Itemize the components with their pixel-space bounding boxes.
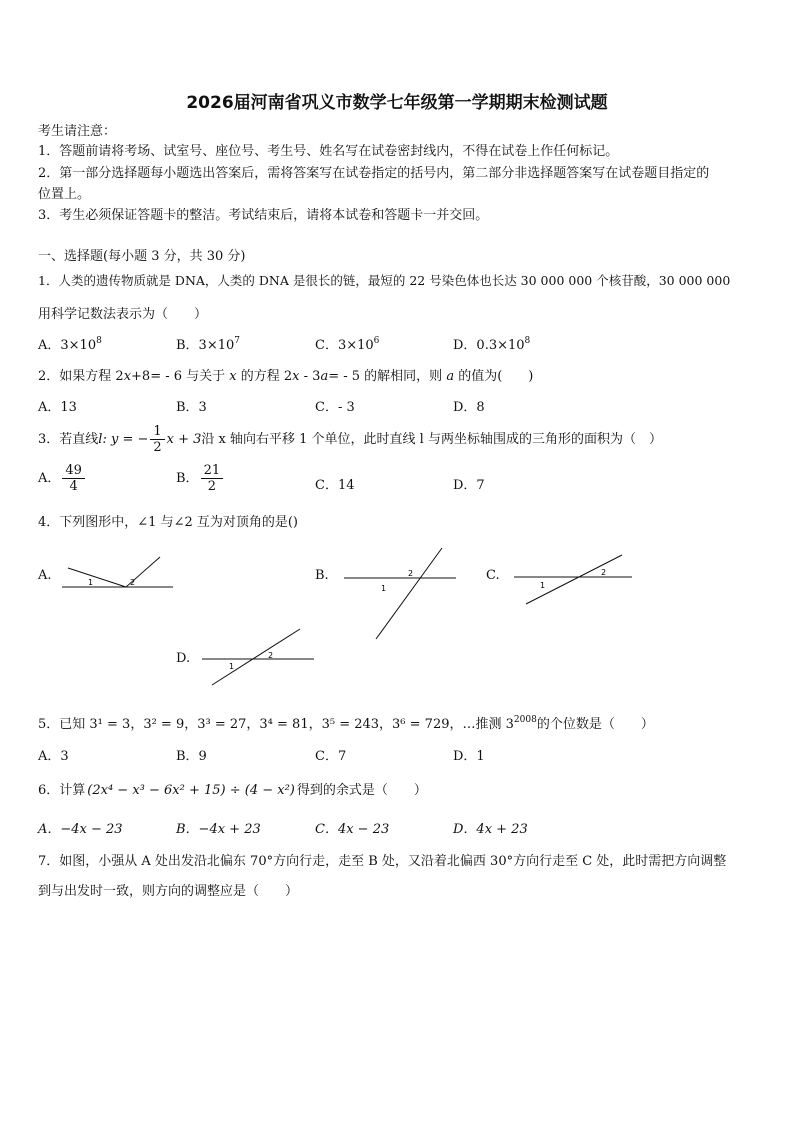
q2-option-b: B．3 [176,400,207,415]
question-6: 6．计算 (2x⁴ − x³ − 6x² + 15) ÷ (4 − x²) 得到的余式是（ ） [38,783,427,798]
q3-fraction: $\frac{1}{2}$ [150,424,164,455]
question-5: 5．已知 3¹ = 3，3² = 9，3³ = 27，3⁴ = 81，3⁵ = 243，3⁶ = 729，…推测 $3^{2008}$的个位数是（ ） [38,715,654,732]
fig-b-angle-1: 1 [381,584,387,593]
q3-option-b: B． $\frac{21}{2}$ [176,463,225,494]
q6-option-d: D．4x + 23 [453,822,528,837]
q6-option-b: B．−4x + 23 [176,822,261,837]
fig-d-angle-1: 1 [229,662,235,671]
notice-item-2-cont: 位置上。 [38,187,91,202]
notice-item-2: 2．第一部分选择题每小题选出答案后，需将答案写在试卷指定的括号内，第二部分非选择题答案写在试卷题目指定的 [38,166,710,181]
notice-item-3: 3．考生必须保证答题卡的整洁。考试结束后，请将本试卷和答题卡一并交回。 [38,208,489,223]
fig-c-angle-1: 1 [540,581,546,590]
q4-figure-d [198,626,318,688]
q5-option-d: D．1 [453,749,485,764]
notice-item-1: 1．答题前请将考场、试室号、座位号、考生号、姓名写在试卷密封线内，不得在试卷上作任何标记。 [38,144,619,159]
q1-option-a: A．$3\times 10^8$ [38,336,102,353]
q4-figure-b [340,545,460,643]
q4-figure-a [60,552,175,594]
page-title: 2026届河南省巩义市数学七年级第一学期期末检测试题 [186,93,608,113]
fig-b-angle-2: 2 [408,569,414,578]
fig-a-angle-2: 2 [130,578,136,587]
q5-option-c: C．7 [315,749,347,764]
q4-label-d: D. [176,651,191,666]
q4-label-b: B. [315,568,329,583]
q2-option-a: A．13 [38,400,77,415]
q4-figure-c [510,552,636,608]
q4-label-a: A. [38,568,52,583]
q5-option-b: B．9 [176,749,207,764]
fig-c-angle-2: 2 [601,568,607,577]
notice-heading: 考生请注意： [38,124,117,139]
question-3: 3．若直线l: y = − $\frac{1}{2}$ x + 3沿 x 轴向右平移 1 个单位，此时直线 l 与两坐标轴围成的三角形的面积为（ ） [38,424,662,455]
question-4: 4．下列图形中，∠1 与∠2 互为对顶角的是() [38,515,299,530]
q3-option-a: A． $\frac{49}{4}$ [38,463,87,494]
q3-option-c: C．14 [315,478,355,493]
q3-option-d: D．7 [453,478,485,493]
q4-label-c: C. [486,568,500,583]
q2-option-c: C．- 3 [315,400,355,415]
fig-b-transversal [376,548,442,639]
question-7-line1: 7．如图，小强从 A 处出发沿北偏东 70°方向行走，走至 B 处，又沿着北偏西 30°方向行走至 C 处，此时需把方向调整 [38,854,727,869]
question-1-line2: 用科学记数法表示为（ ） [38,307,208,322]
q6-option-c: C．4x − 23 [315,822,390,837]
fig-a-angle-1: 1 [88,578,94,587]
fig-d-angle-2: 2 [268,651,274,660]
q2-option-d: D．8 [453,400,485,415]
question-7-line2: 到与出发时一致，则方向的调整应是（ ） [38,884,299,899]
section-heading: 一、选择题(每小题 3 分，共 30 分) [38,249,246,264]
fig-c-transversal [526,555,622,604]
q1-option-c: C．$3\times 10^6$ [315,336,380,353]
question-2: 2．如果方程 2x+8= - 6 与关于 x 的方程 2x - 3a= - 5 的解相同，则 a 的值为( ) [38,369,534,384]
q1-option-b: B．$3\times 10^7$ [176,336,240,353]
fig-d-transversal [212,629,300,685]
question-1-line1: 1．人类的遗传物质就是 DNA，人类的 DNA 是很长的链，最短的 22 号染色体也长达 30 000 000 个核苷酸，30 000 000 [38,273,731,288]
q6-option-a: A．−4x − 23 [38,822,123,837]
q5-option-a: A．3 [38,749,69,764]
fig-a-ray-left [68,568,126,587]
q1-option-d: D．$0.3\times 10^8$ [453,336,531,353]
